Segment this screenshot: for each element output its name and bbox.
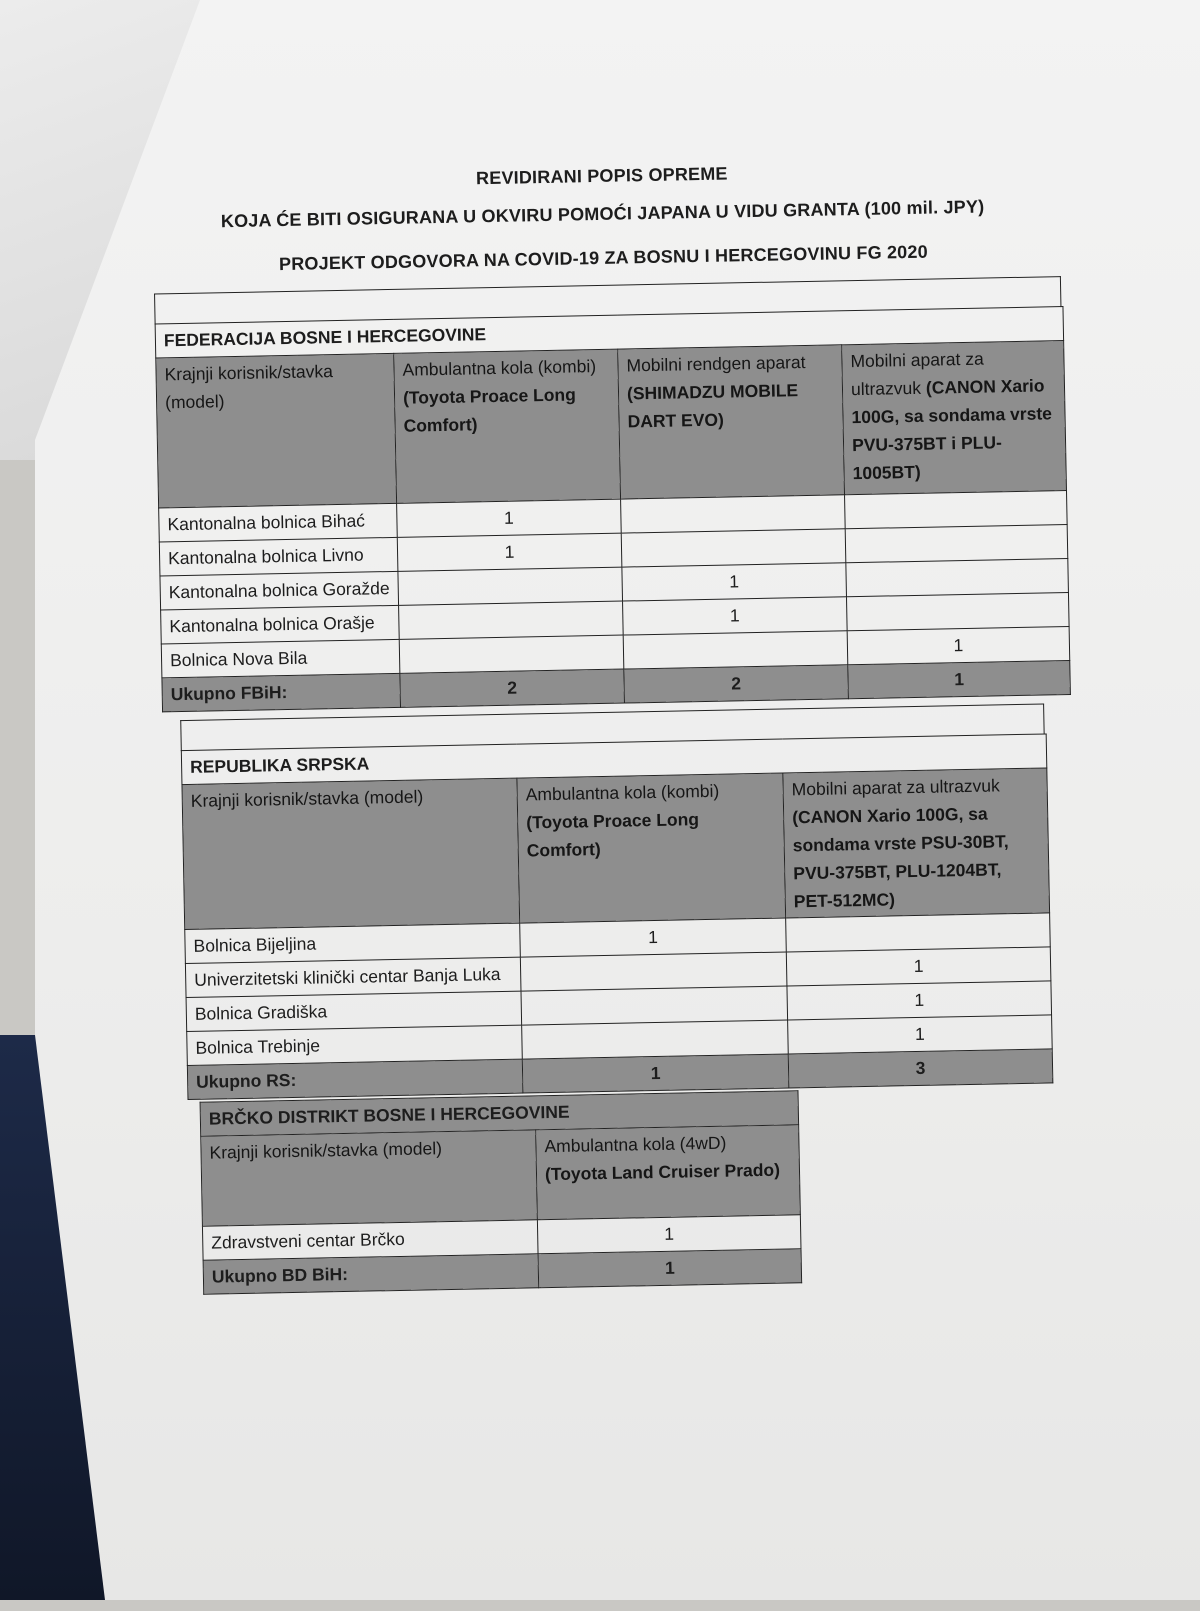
rs-row-2-c1 bbox=[521, 986, 788, 1025]
fbih-col-header-ultrasound bbox=[842, 341, 1067, 495]
bd-row-0-c1: 1 bbox=[537, 1215, 801, 1254]
fbih-col-header-ambulance bbox=[394, 349, 621, 503]
fbih-row-2-c1 bbox=[398, 567, 623, 605]
title-line-2: KOJA ĆE BITI OSIGURANA U OKVIRU POMOĆI JAPANA U VIDU GRANTA (100 mil. JPY) bbox=[220, 196, 985, 232]
rs-table bbox=[181, 733, 1054, 1100]
rs-row-1-c1 bbox=[520, 952, 787, 991]
rs-col1-desc: Ambulantna kola (kombi) bbox=[525, 780, 720, 805]
fbih-total-label: Ukupno FBiH: bbox=[162, 673, 401, 712]
fbih-col1-model: (Toyota Proace Long Comfort) bbox=[402, 384, 576, 436]
title-line-1: REVIDIRANI POPIS OPREME bbox=[475, 163, 728, 189]
fbih-row-0-c3 bbox=[845, 491, 1068, 529]
bd-col-header-user: Krajnji korisnik/stavka (model) bbox=[201, 1130, 538, 1226]
fbih-row-2-c3 bbox=[846, 559, 1069, 597]
bd-header-row bbox=[201, 1125, 801, 1226]
fbih-row-2-c2: 1 bbox=[622, 563, 847, 601]
rs-row-0-c2 bbox=[786, 913, 1051, 952]
rs-total-c2: 3 bbox=[788, 1049, 1053, 1088]
rs-row-3-c2: 1 bbox=[788, 1015, 1053, 1054]
fbih-col3-desc: Mobilni aparat za ultrazvuk bbox=[850, 348, 984, 400]
rs-row-2-c2: 1 bbox=[787, 981, 1052, 1020]
bd-total-c1: 1 bbox=[538, 1249, 802, 1288]
rs-row-2-name: Bolnica Gradiška bbox=[186, 991, 522, 1031]
fbih-col1-desc: Ambulantna kola (kombi) bbox=[402, 356, 597, 380]
rs-col-header-user: Krajnji korisnik/stavka (model) bbox=[182, 778, 520, 929]
bd-table bbox=[200, 1090, 803, 1294]
fbih-col2-model: (SHIMADZU MOBILE DART EVO) bbox=[626, 380, 799, 432]
fbih-total-c3: 1 bbox=[848, 660, 1071, 698]
fbih-row-2-name: Kantonalna bolnica Goražde bbox=[160, 571, 399, 610]
fbih-row-3-c2: 1 bbox=[623, 597, 848, 635]
rs-total-c1: 1 bbox=[522, 1054, 789, 1093]
fbih-header-row bbox=[156, 341, 1067, 508]
rs-row-3-name: Bolnica Trebinje bbox=[187, 1025, 523, 1065]
fbih-row-1-c1: 1 bbox=[397, 533, 622, 571]
rs-total-label: Ukupno RS: bbox=[187, 1059, 523, 1099]
fbih-row-3-c1 bbox=[399, 601, 624, 639]
fbih-col-header-user: Krajnji korisnik/stavka (model) bbox=[156, 353, 397, 508]
rs-row-3-c1 bbox=[522, 1020, 789, 1059]
rs-row-0-c1: 1 bbox=[520, 918, 787, 957]
fbih-row-0-c2 bbox=[621, 495, 846, 533]
fbih-row-1-c3 bbox=[845, 525, 1068, 563]
fbih-table bbox=[155, 306, 1071, 712]
rs-row-1-c2: 1 bbox=[786, 947, 1051, 986]
rs-row-1-name: Univerzitetski klinički centar Banja Luka bbox=[185, 957, 521, 997]
bd-col1-desc: Ambulantna kola (4wD) bbox=[544, 1132, 727, 1157]
rs-col2-model: (CANON Xario 100G, sa sondama vrste PSU-30BT, PVU-375BT, PLU-1204BT, PET-512MC) bbox=[792, 803, 1009, 912]
fbih-row-1-c2 bbox=[621, 529, 846, 567]
rs-col-header-ambulance bbox=[517, 773, 786, 923]
bd-col-header-ambulance bbox=[536, 1125, 801, 1220]
fbih-row-4-name: Bolnica Nova Bila bbox=[161, 639, 400, 678]
bd-total-label: Ukupno BD BiH: bbox=[203, 1254, 539, 1294]
fbih-row-4-c2 bbox=[623, 631, 848, 669]
fbih-total-c1: 2 bbox=[400, 669, 625, 707]
rs-section-title: REPUBLIKA SRPSKA bbox=[181, 734, 1047, 785]
rs-col1-model: (Toyota Proace Long Comfort) bbox=[526, 809, 700, 861]
title-line-3: PROJEKT ODGOVORA NA COVID-19 ZA BOSNU I HERCEGOVINU FG 2020 bbox=[278, 241, 929, 275]
fbih-row-0-c1: 1 bbox=[397, 499, 622, 537]
fbih-col3-model: (CANON Xario 100G, sa sondama vrste PVU-375BT i PLU-1005BT) bbox=[851, 375, 1053, 484]
fbih-row-4-c3: 1 bbox=[847, 626, 1070, 664]
fbih-col-header-xray bbox=[618, 345, 845, 499]
fbih-row-4-c1 bbox=[399, 635, 624, 673]
fbih-total-c2: 2 bbox=[624, 665, 849, 703]
fbih-col2-desc: Mobilni rendgen aparat bbox=[626, 352, 806, 376]
bd-col1-model: (Toyota Land Cruiser Prado) bbox=[544, 1159, 781, 1185]
rs-header-row bbox=[182, 768, 1050, 930]
fbih-row-3-name: Kantonalna bolnica Orašje bbox=[161, 605, 400, 644]
fbih-row-3-c3 bbox=[846, 593, 1069, 631]
bd-section-title: BRČKO DISTRIKT BOSNE I HERCEGOVINE bbox=[200, 1091, 799, 1136]
fbih-row-1-name: Kantonalna bolnica Livno bbox=[159, 537, 398, 576]
bd-row-0-name: Zdravstveni centar Brčko bbox=[202, 1220, 538, 1260]
fbih-row-0-name: Kantonalna bolnica Bihać bbox=[159, 503, 398, 542]
rs-col-header-ultrasound bbox=[783, 768, 1050, 918]
fbih-section-title: FEDERACIJA BOSNE I HERCEGOVINE bbox=[155, 307, 1063, 358]
rs-row-0-name: Bolnica Bijeljina bbox=[185, 923, 521, 963]
rs-col2-desc: Mobilni aparat za ultrazvuk bbox=[791, 775, 1000, 800]
